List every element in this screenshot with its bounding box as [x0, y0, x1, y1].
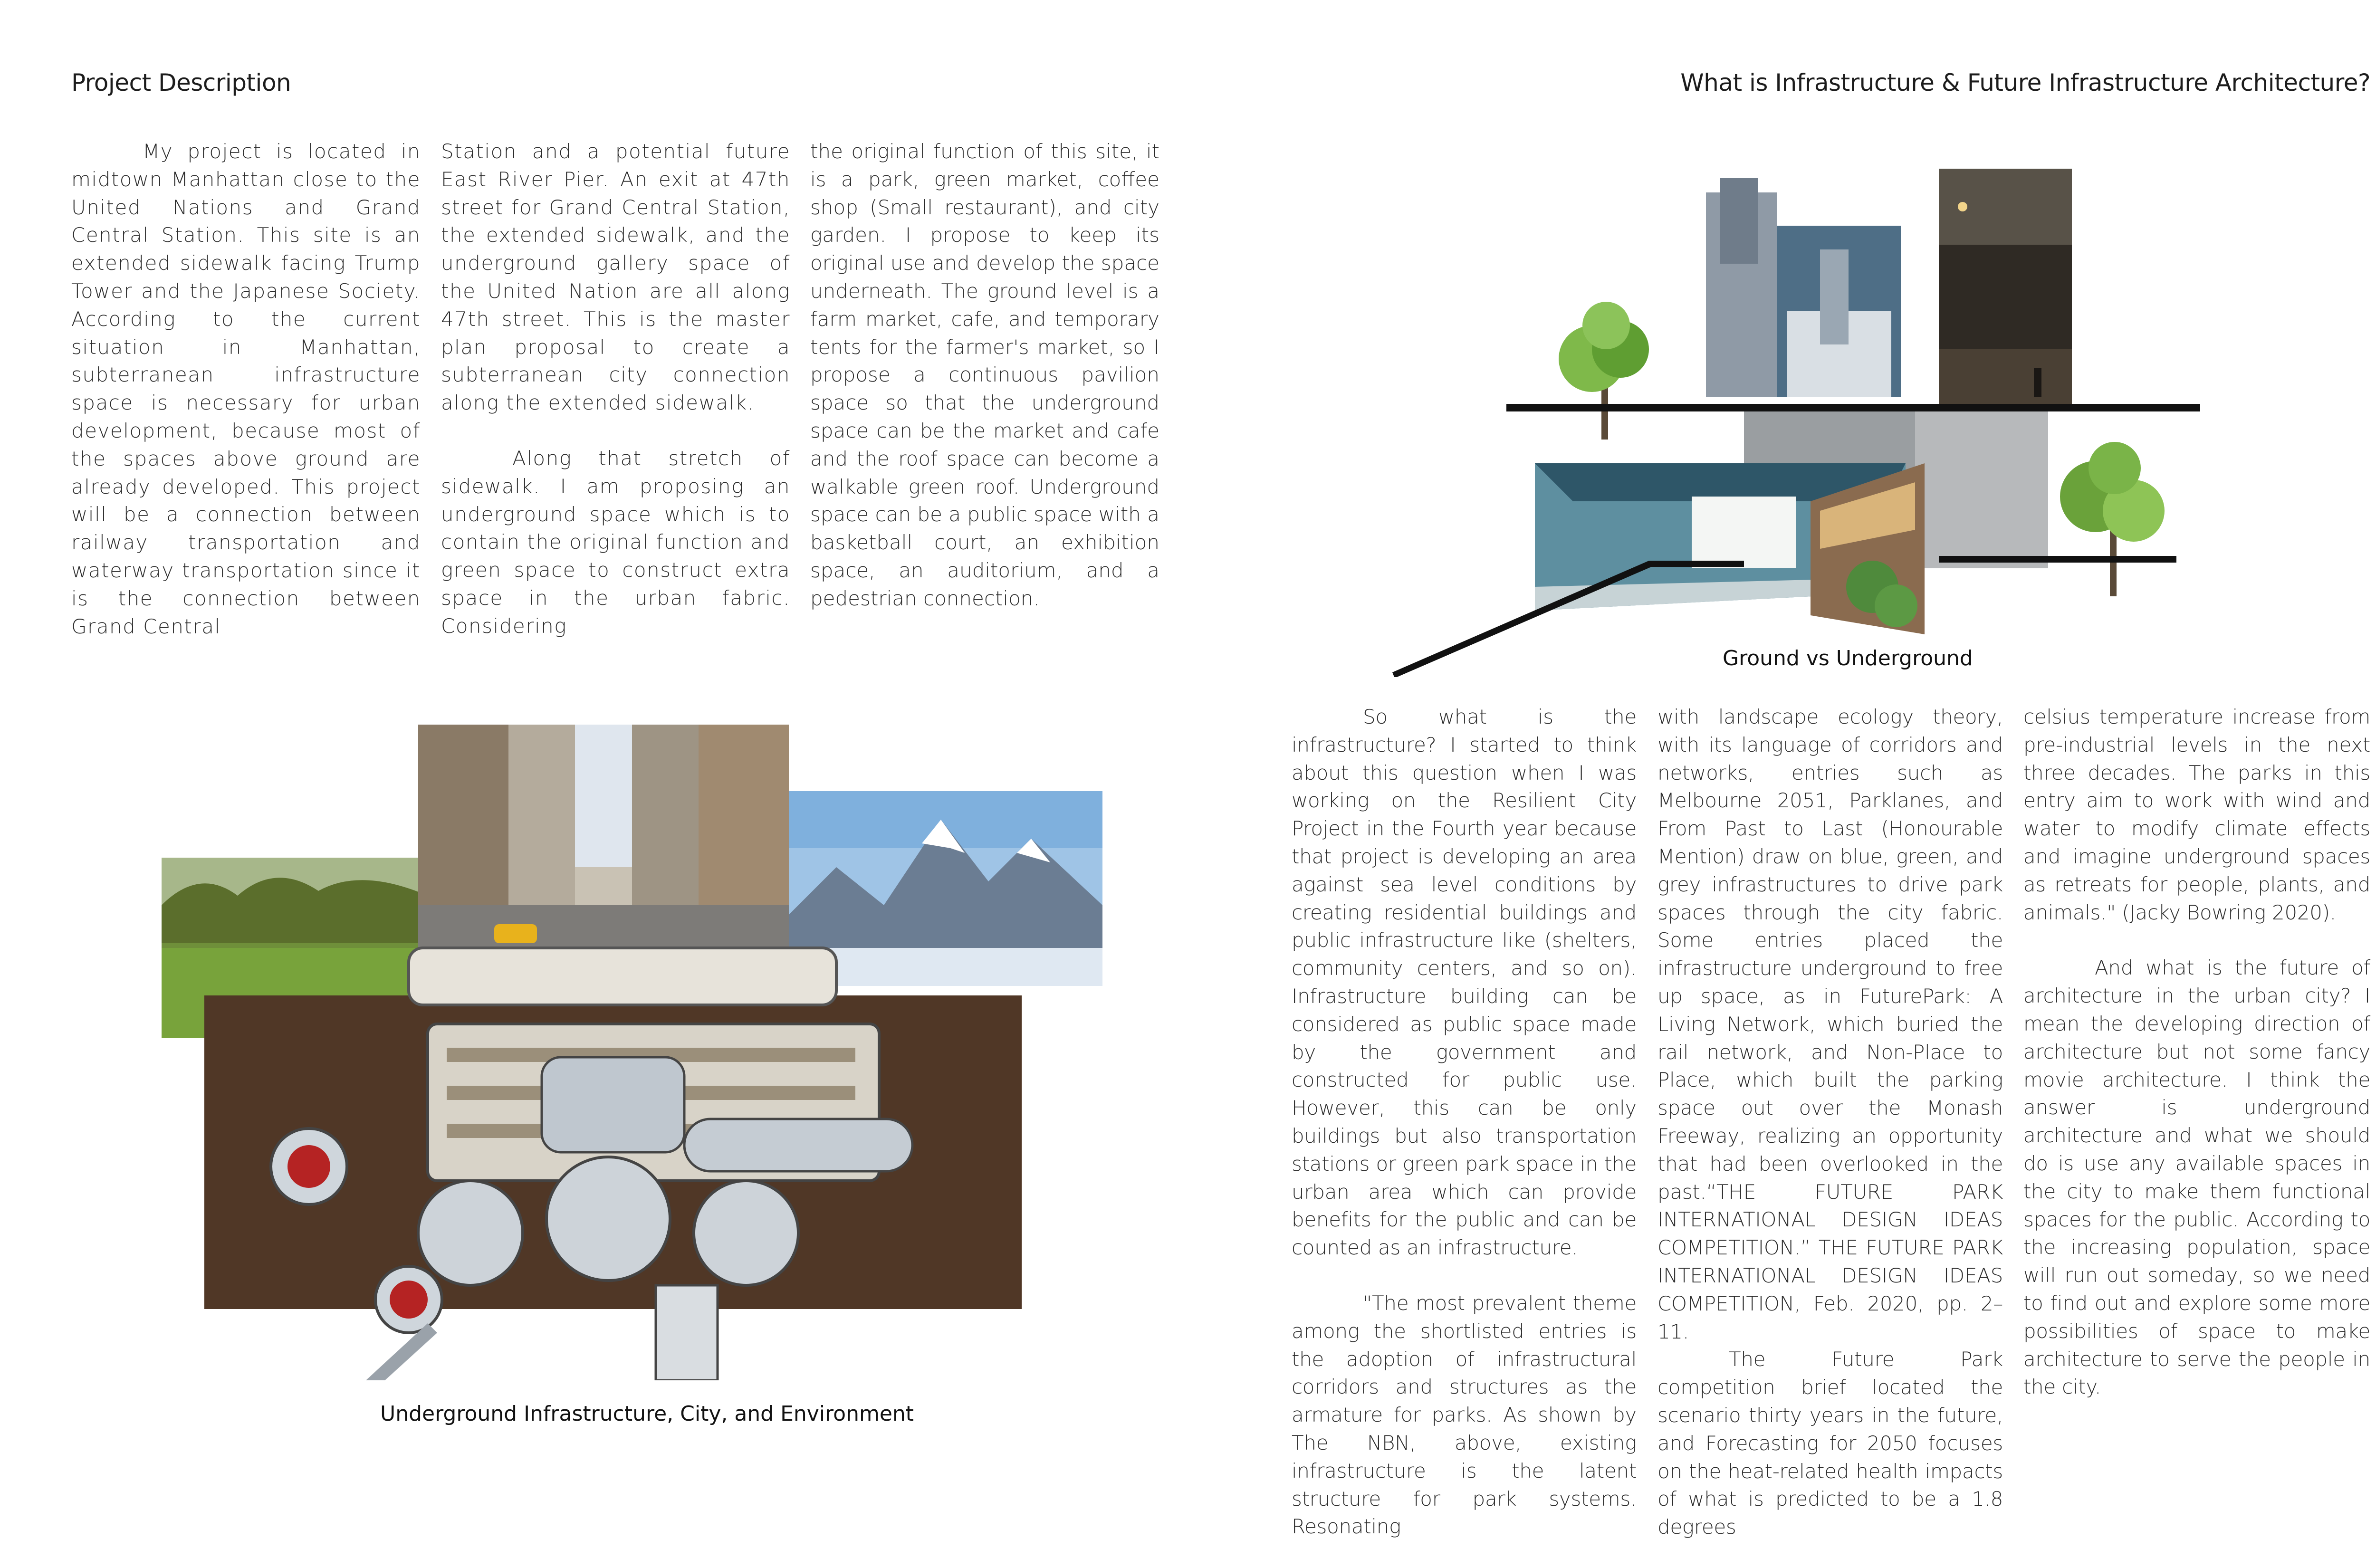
left-text-column-1: [71, 138, 421, 641]
tree-cluster-right: [2060, 442, 2165, 596]
right-col3-paragraph-2: And what is the future of architecture in the urban city? I mean the developing direction of architecture but not some fancy movie architecture. I think the answer is underground architecture and what we should do is use any available spaces in the city to make them functional spaces for the public. According to the increasing population, space will run out someday, so we need to find out and explore some more possibilities of space to make architecture to serve the people in the city.: [2023, 956, 2370, 1399]
right-col1-paragraph-1: So what is the infrastructure? I started to think about this question when I was working on the Resilient City Project in the Fourth year because that project is developing an area against sea level conditions by creating residential buildings and public infrastructure like (shelters, community centers, and so on). Infrastructure building can be considered as public space made by the government and constructed for public use. However, this can be only buildings but also transportation stations or green park space in the urban area which can provide benefits for the public and can be counted as an infrastructure.: [1292, 705, 1637, 1260]
left-text-column-2: [441, 138, 790, 641]
rainy-night-street-photo: [1939, 169, 2072, 406]
right-col3-paragraph-1: celsius temperature increase from pre-industrial levels in the next three decades. The parks in this entry aim to work with wind and water to modify climate effects and imagine underground spaces as retreats for people, plants, and animals." (Jacky Bowring 2020).: [2023, 705, 2370, 924]
skyline-street-photo: [1706, 178, 1901, 397]
left-col2-paragraph-2: Along that stretch of sidewalk. I am proposing an underground space which is to contain the original function and green space to construct extra space in the urban fabric. Considering: [441, 446, 790, 638]
right-page-heading: What is Infrastructure & Future Infrastructure Architecture?: [1680, 69, 2370, 96]
left-col1-paragraph: My project is located in midtown Manhattan close to the United Nations and Grand Central Station. This site is an extended sidewalk facing Trump Tower and the Japanese Society. According to the current situation in Manhattan, subterranean infrastructure space is necessary for urban development, because most of the spaces above ground are already developed. This project will be a connection between railway transportation and waterway transportation since it is the connection between Grand Central: [71, 140, 421, 638]
tree-cluster-left: [1559, 302, 1649, 440]
left-page-heading: Project Description: [71, 69, 291, 96]
left-text-column-3: [810, 138, 1159, 613]
right-col2-paragraph-1: with landscape ecology theory, with its language of corridors and networks, entries such as Melbourne 2051, Parklanes, and From Past to Last (Honourable Mention) draw on blue, green, and grey infrastructures to drive park spaces through the city fabric. Some entries placed the infrastructure underground to free up space, as in FuturePark: A Living Network, which buried the rail network, and Non-Place to Place, which built the parking space out over the Monash Freeway, realizing an opportunity that had been overlooked in the past.“THE FUTURE PARK INTERNATIONAL DESIGN IDEAS COMPETITION.” THE FUTURE PARK INTERNATIONAL DESIGN IDEAS COMPETITION, Feb. 2020, pp. 2–11.: [1657, 705, 2003, 1343]
left-col3-paragraph: the original function of this site, it is a park, green market, coffee shop (Small restaurant), and city garden. I propose to keep its original use and develop the space underneath. The ground level is a farm market, cafe, and temporary tents for the farmer's market, so I propose a continuous pavilion space so that the underground space can be the market and cafe and the roof space can become a walkable green roof. Underground space can be a public space with a basketball court, an exhibition space, an auditorium, and a pedestrian connection.: [810, 140, 1159, 610]
right-text-column-1: [1292, 703, 1637, 1541]
right-col2-paragraph-2: The Future Park competition brief located the scenario thirty years in the future, and Forecasting for 2050 focuses on the heat-related health impacts of what is predicted to be a 1.8 degrees: [1657, 1348, 2003, 1539]
right-figure-caption: Ground vs Underground: [1723, 646, 1973, 670]
underground-slab-line: [1939, 556, 2176, 563]
underground-infrastructure-collage: [162, 725, 1107, 1380]
right-text-column-3: [2023, 703, 2370, 1401]
left-figure-caption: Underground Infrastructure, City, and Environment: [380, 1402, 914, 1426]
ground-level-line: [1506, 404, 2200, 411]
left-col2-paragraph-1: Station and a potential future East River Pier. An exit at 47th street for Grand Central Station, the extended sidewalk, and the underground gallery space of the United Nation are all along 47th street. This is the master plan proposal to create a subterranean city connection along the extended sidewalk.: [441, 140, 790, 415]
right-col1-paragraph-2: "The most prevalent theme among the shortlisted entries is the adoption of infrastructural corridors and structures as the armature for parks. As shown by The NBN, above, existing infrastructure is the latent structure for park systems. Resonating: [1292, 1291, 1637, 1539]
right-text-column-2: [1657, 703, 2003, 1541]
city-street-photo: [418, 725, 789, 948]
ground-vs-underground-diagram: [1392, 169, 2219, 677]
